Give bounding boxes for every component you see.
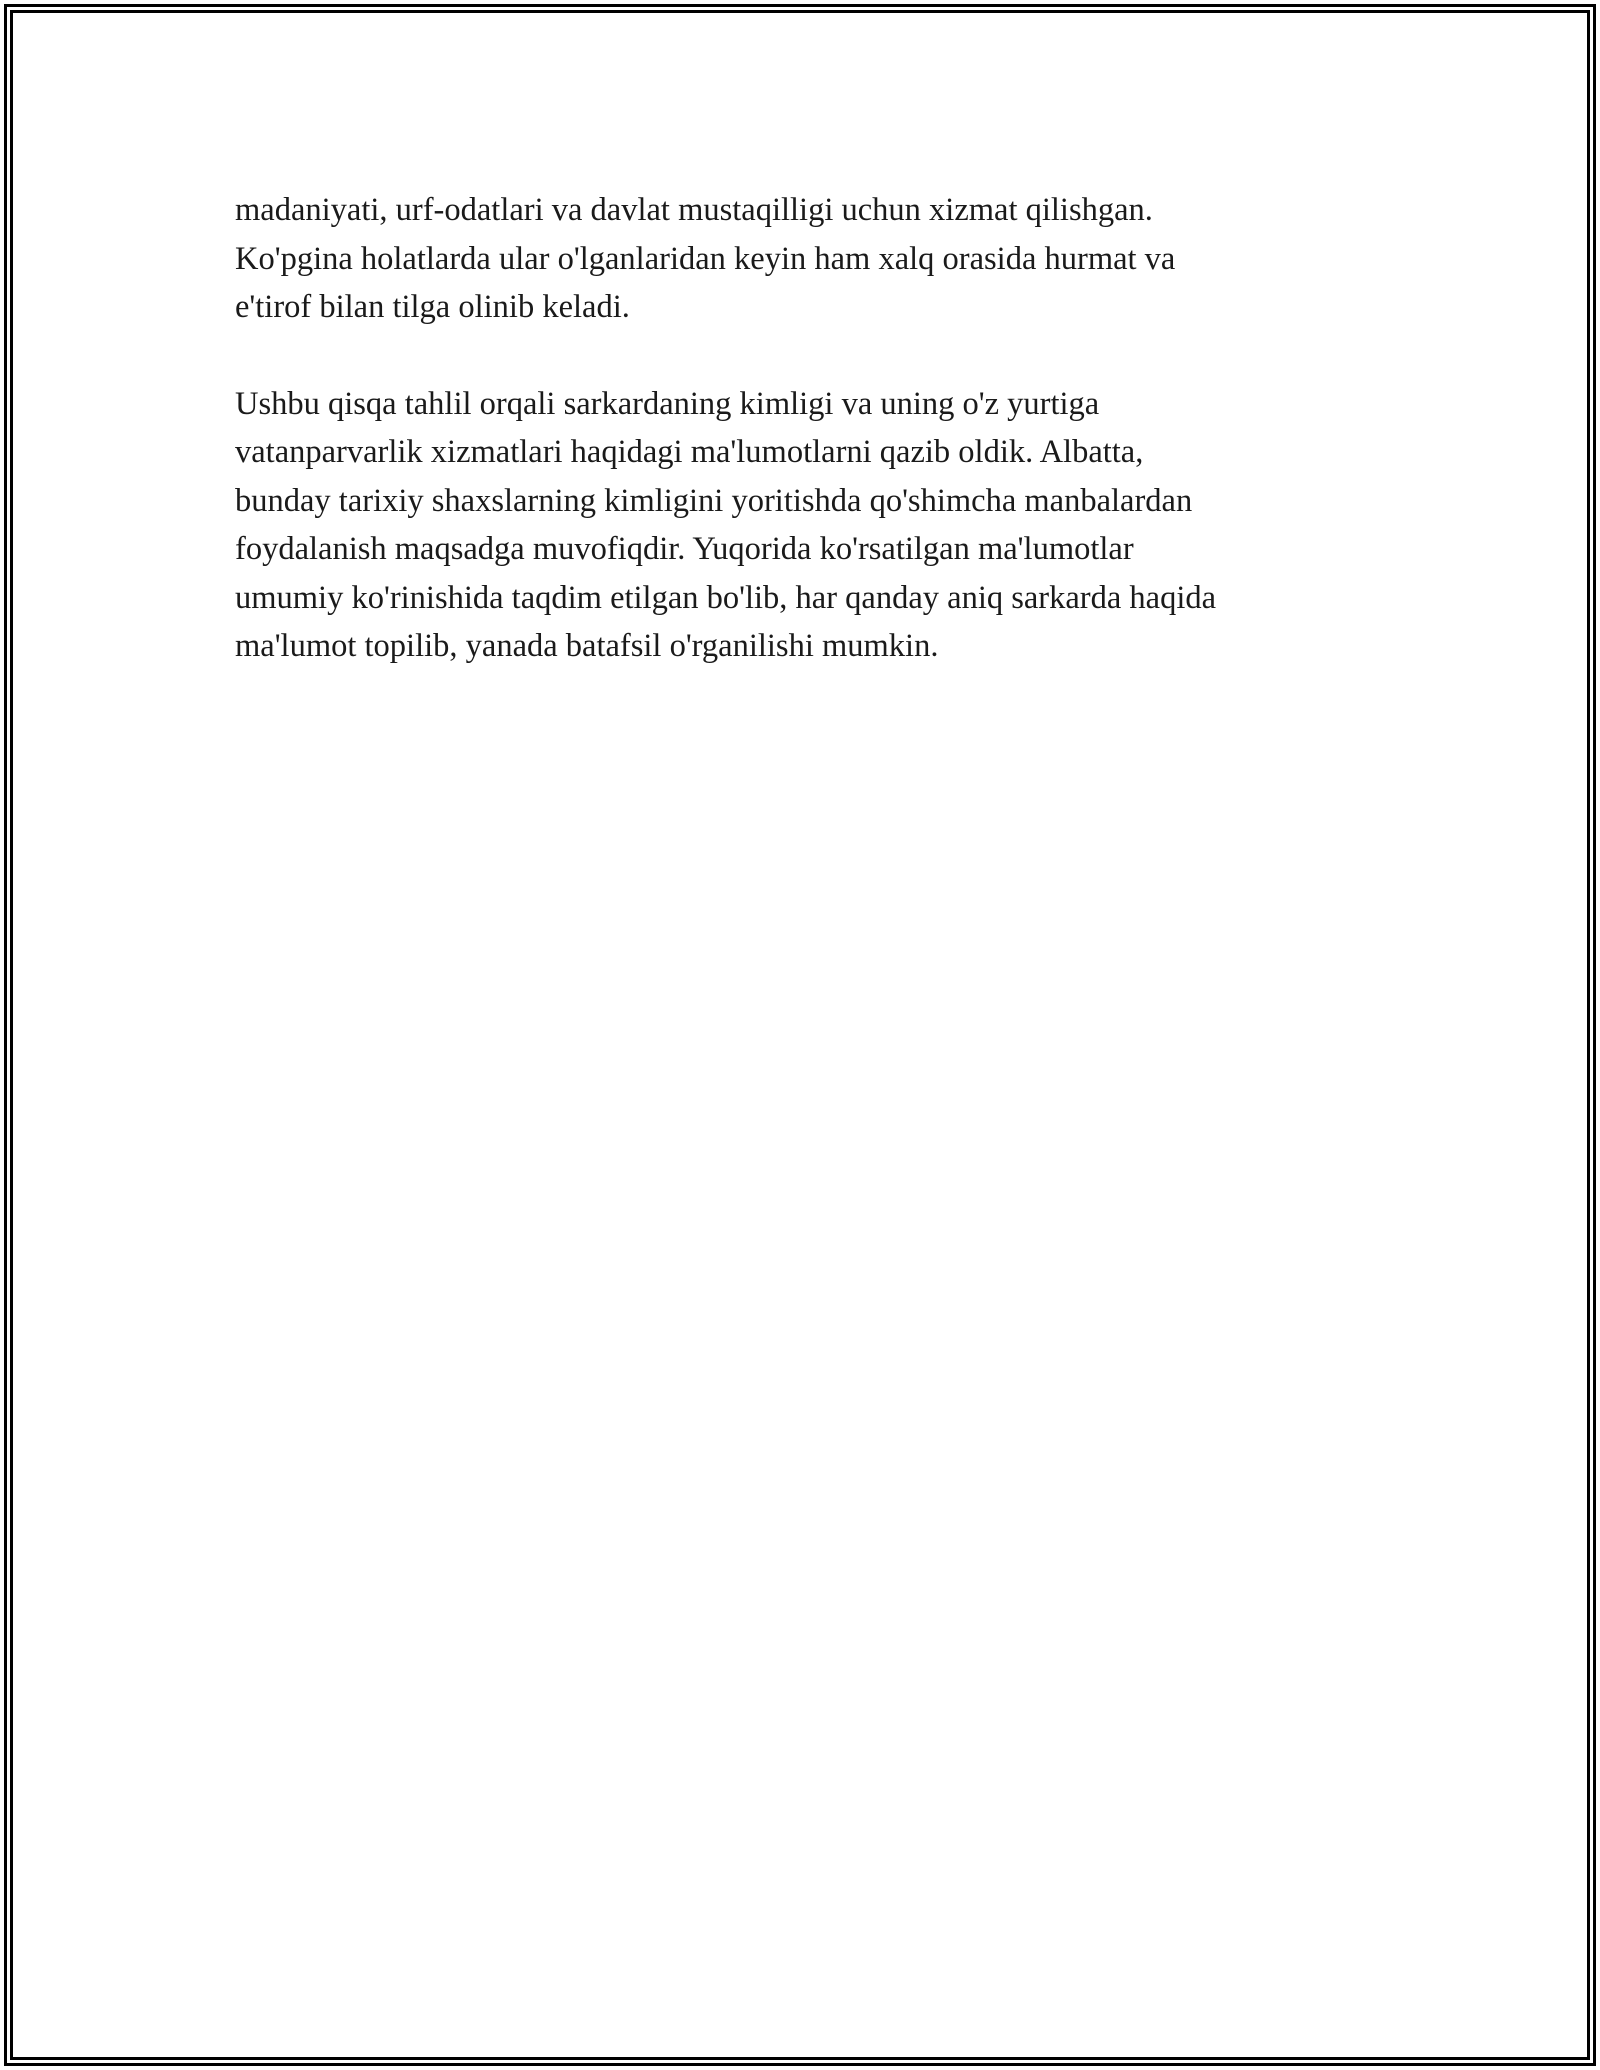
text-line: Ushbu qisqa tahlil orqali sarkardaning kimligi va uning o'z yurtiga [235,385,1100,422]
text-line: foydalanish maqsadga muvofiqdir. Yuqorida ko'rsatilgan ma'lumotlar [235,531,1134,567]
text-line: bunday tarixiy shaxslarning kimligini yoritishda qo'shimcha manbalardan [235,482,1193,519]
text-line: umumiy ko'rinishida taqdim etilgan bo'lib, har qanday aniq sarkarda haqida [235,579,1217,616]
paragraph-2 [235,380,1365,671]
document-body [235,186,1365,719]
text-line: madaniyati, urf-odatlari va davlat mustaqilligi uchun xizmat qilishgan. [235,192,1153,228]
text-line: ma'lumot topilib, yanada batafsil o'rganilishi mumkin. [235,628,939,664]
paragraph-1 [235,186,1365,332]
text-line: e'tirof bilan tilga olinib keladi. [235,289,630,325]
text-line: vatanparvarlik xizmatlari haqidagi ma'lumotlarni qazib oldik. Albatta, [235,434,1144,470]
text-line: Ko'pgina holatlarda ular o'lganlaridan keyin ham xalq orasida hurmat va [235,240,1176,277]
